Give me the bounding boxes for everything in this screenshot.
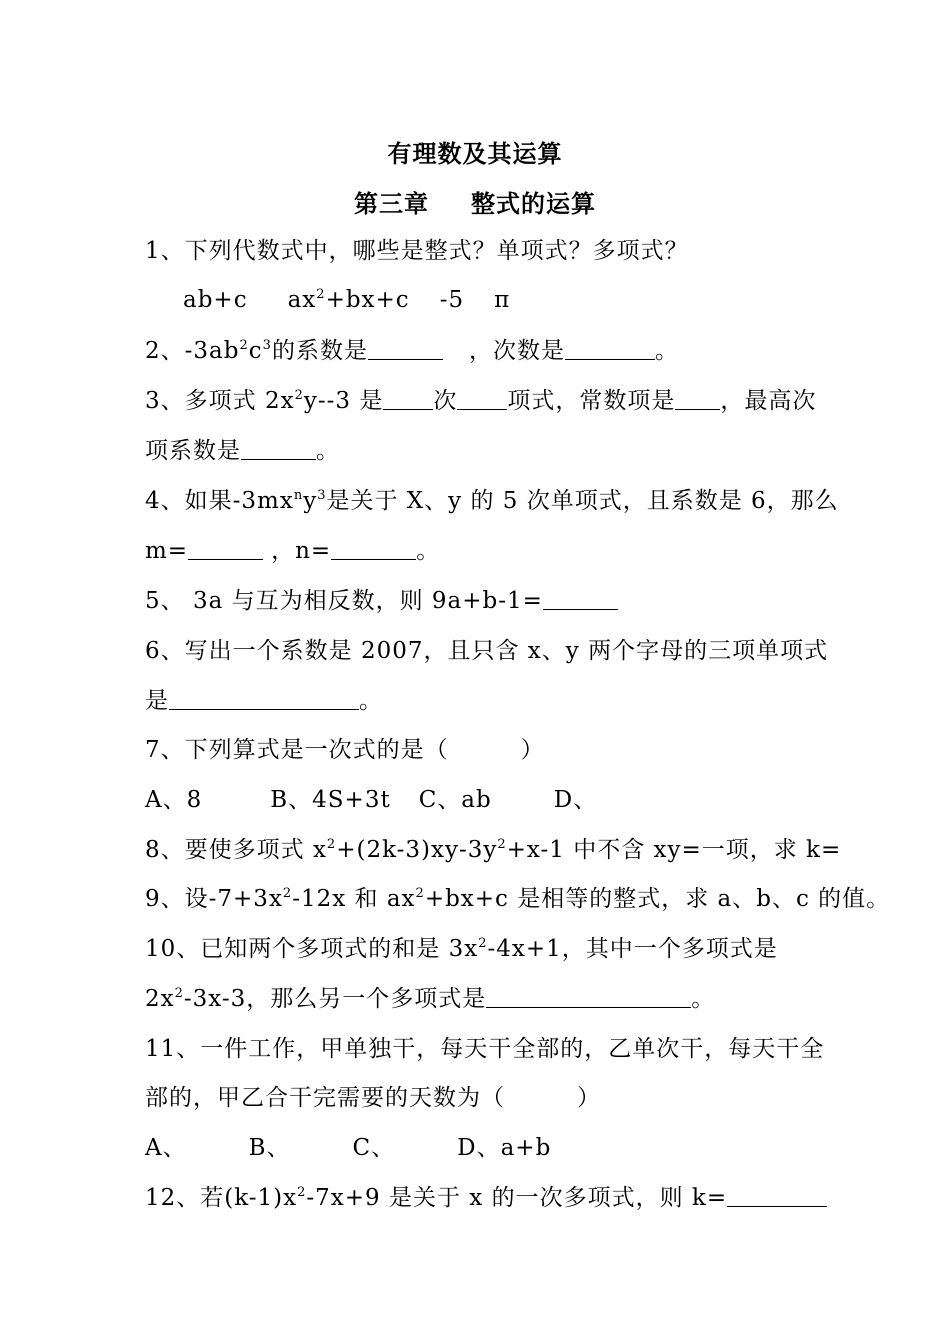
option-b[interactable]: B、 — [248, 1135, 291, 1161]
question-3-cont: 项系数是 。 — [145, 438, 340, 464]
answer-blank[interactable] — [241, 437, 316, 460]
chapter-heading — [0, 184, 950, 219]
option-d[interactable]: D、a+b — [457, 1135, 552, 1161]
document-title: 有理数及其运算 — [387, 139, 563, 168]
question-7: 7、下列算式是一次式的是（ ） — [145, 737, 545, 763]
question-8: 8、要使多项式 $x^2+(2k-3)xy-3y^2+x-1$ 中不含 xy=一项，求 k= — [145, 837, 842, 863]
expr-1: ab+c — [183, 287, 248, 313]
question-11: 11、一件工作，甲单独干，每天干全部的，乙单次干，每天干全 — [145, 1036, 825, 1062]
answer-blank[interactable] — [675, 387, 720, 410]
question-3: 3、多项式 $2x^2y--3$ 是 次 项式，常数项是 ，最高次 — [145, 388, 817, 414]
question-7-options — [145, 785, 815, 815]
chapter-label: 第三章 — [354, 189, 429, 218]
question-4-cont: m= ，n= 。 — [145, 538, 441, 564]
question-4: 4、如果$-3mx^ny^3$是关于 X、y 的 5 次单项式，且系数是 6，那么 — [145, 488, 839, 514]
option-a[interactable]: A、8 — [145, 787, 203, 813]
answer-blank[interactable] — [368, 337, 443, 360]
answer-blank[interactable] — [565, 337, 655, 360]
answer-blank[interactable] — [543, 587, 618, 610]
answer-blank[interactable] — [188, 537, 263, 560]
option-a[interactable]: A、 — [145, 1135, 187, 1161]
question-1-expressions — [183, 285, 853, 315]
chapter-name: 整式的运算 — [471, 189, 596, 218]
answer-blank[interactable] — [486, 985, 691, 1008]
answer-blank[interactable] — [727, 1184, 827, 1207]
option-c[interactable]: C、 — [352, 1135, 396, 1161]
question-1: 1、下列代数式中，哪些是整式？单项式？多项式？ — [145, 238, 689, 264]
option-c[interactable]: C、ab — [418, 787, 492, 813]
answer-blank[interactable] — [169, 687, 359, 710]
option-b[interactable]: B、4S+3t — [270, 787, 391, 813]
question-11-cont: 部的，甲乙合干完需要的天数为（ ） — [145, 1085, 601, 1111]
question-5: 5、 3a 与互为相反数，则 9a+b-1= — [145, 586, 815, 616]
question-6-cont: 是 。 — [145, 688, 383, 714]
question-10: 10、已知两个多项式的和是 $3x^2-4x+1$，其中一个多项式是 — [145, 936, 778, 962]
expr-4: π — [494, 287, 511, 313]
answer-blank[interactable] — [331, 537, 416, 560]
expr-2: $ax^2+bx+c$ — [287, 287, 410, 313]
expr-3: -5 — [439, 287, 465, 313]
answer-blank[interactable] — [383, 387, 433, 410]
question-12: 12、若$(k-1)x^2-7x+9$ 是关于 x 的一次多项式，则 k= — [145, 1183, 815, 1213]
question-6: 6、写出一个系数是 2007，且只含 x、y 两个字母的三项单项式 — [145, 638, 829, 664]
option-d[interactable]: D、 — [553, 787, 598, 813]
question-11-options — [145, 1133, 815, 1163]
answer-blank[interactable] — [457, 387, 507, 410]
question-9: 9、设$-7+3x^2-12x$ 和 $ax^2+bx+c$ 是相等的整式，求 a、b、c 的值。 — [145, 886, 891, 912]
question-10-cont: $2x^2-3x-3$，那么另一个多项式是 。 — [145, 986, 716, 1012]
question-2: 2、$-3ab^2c^3$的系数是 ，次数是 。 — [145, 338, 679, 364]
